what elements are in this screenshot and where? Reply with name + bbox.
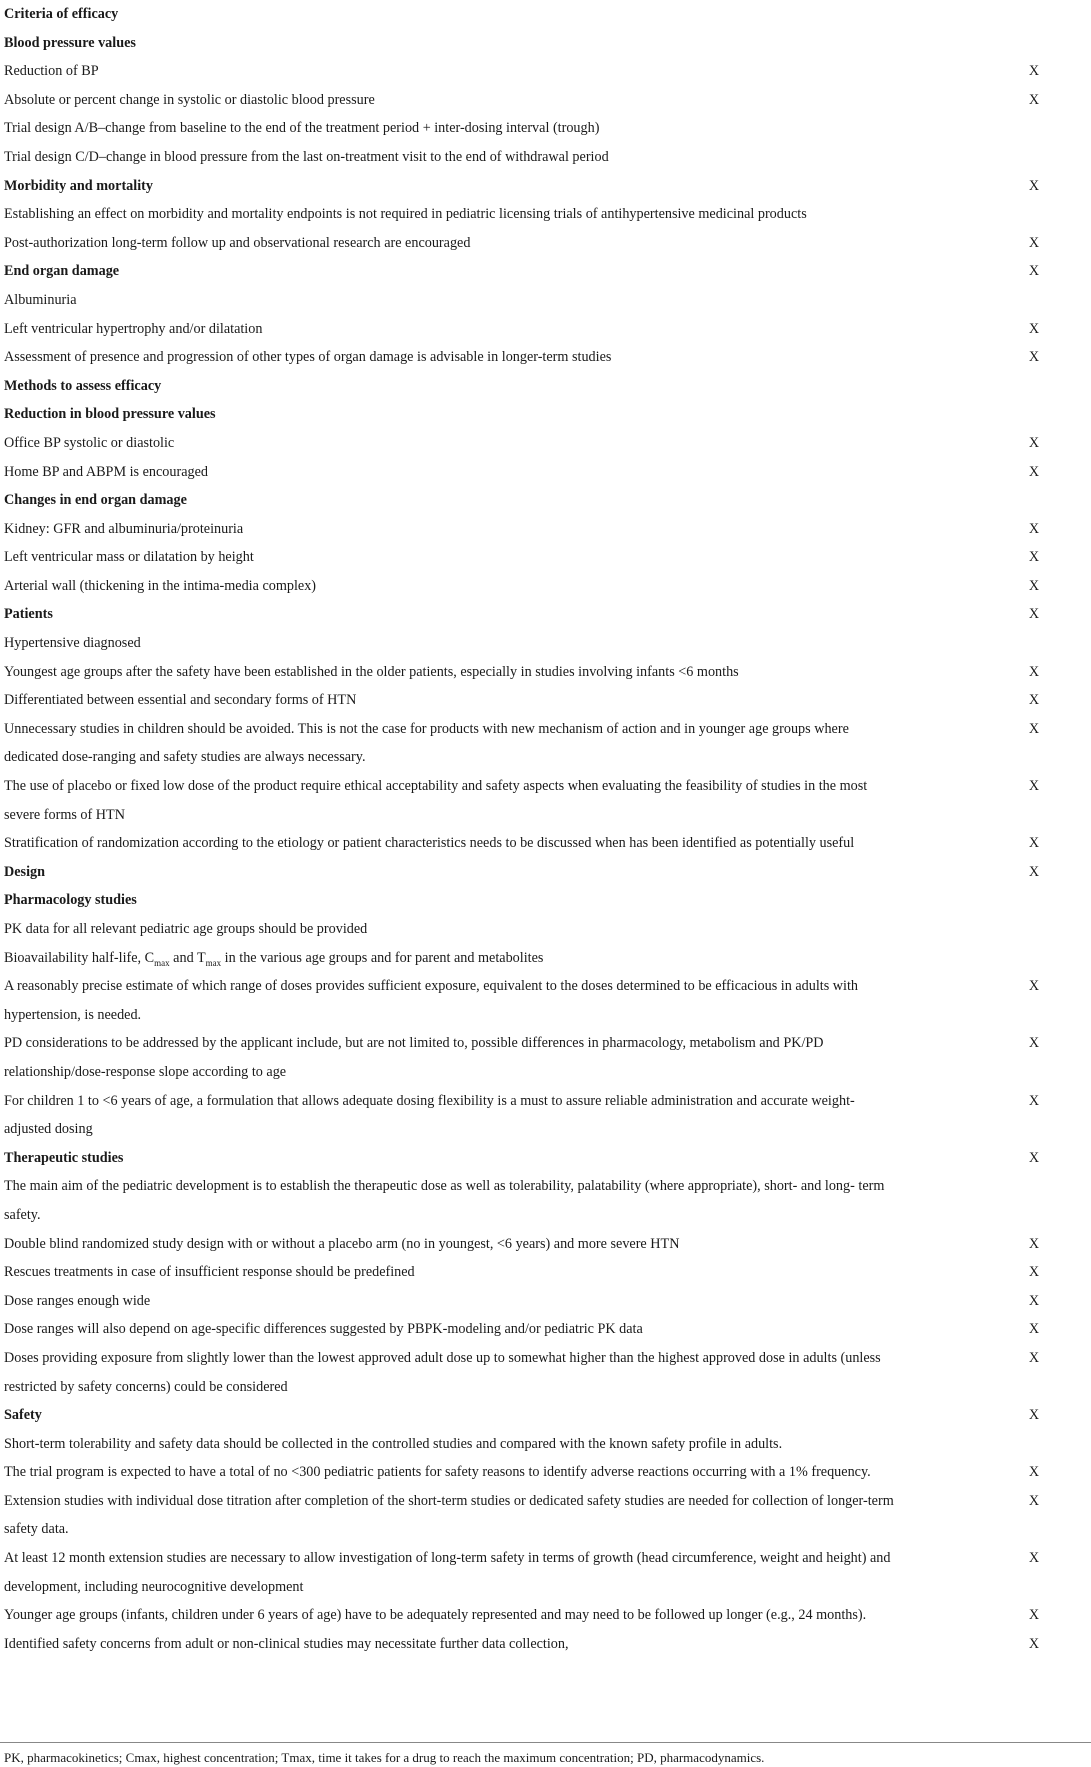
check-mark: X [1028,434,1040,451]
section-heading: Patients [4,606,53,623]
section-heading-row [0,372,1091,401]
criteria-row [0,1258,1091,1287]
criteria-text: Arterial wall (thickening in the intima-media complex) [4,577,317,594]
criteria-text: Reduction of BP [4,63,99,80]
criteria-text: Identified safety concerns from adult or non-clinical studies may necessitate further data collection, [4,1635,569,1652]
section-heading-row [0,400,1091,429]
criteria-row [0,1430,1091,1459]
cmax-prefix: Bioavailability half-life, C [4,949,155,966]
section-heading: End organ damage [4,263,120,280]
criteria-text: Stratification of randomization according to the etiology or patient characteristics needs to be discussed when has been identified as potentially useful [4,835,855,852]
check-mark: X [1028,1292,1040,1309]
check-mark: X [1028,1635,1040,1652]
check-mark: X [1028,177,1040,194]
check-mark: X [1028,1149,1040,1166]
check-mark: X [1028,234,1040,251]
criteria-text: Rescues treatments in case of insufficient response should be predefined [4,1264,415,1281]
criteria-text: Kidney: GFR and albuminuria/proteinuria [4,520,244,537]
section-heading-row [0,0,1091,29]
section-heading: Morbidity and mortality [4,177,153,194]
criteria-text: A reasonably precise estimate of which range of doses provides sufficient exposure, equivalent to the doses determined to be efficacious in adults with hypertension, is needed. [4,978,859,1023]
criteria-text: At least 12 month extension studies are necessary to allow investigation of long-term safety in terms of growth (head circumference, weight and height) and development, including neurocognitive development [4,1550,891,1595]
criteria-row [0,1544,1091,1601]
criteria-text: Post-authorization long-term follow up and observational research are encouraged [4,234,471,251]
criteria-text: The use of placebo or fixed low dose of the product require ethical acceptability and safety aspects when evaluating the feasibility of studies in the most severe forms of HTN [4,778,868,823]
criteria-text: Establishing an effect on morbidity and mortality endpoints is not required in pediatric licensing trials of antihypertensive medicinal products [4,206,807,223]
check-mark: X [1028,978,1040,995]
criteria-text: Office BP systolic or diastolic [4,434,175,451]
section-heading-row [0,1401,1091,1430]
section-heading-row [0,858,1091,887]
criteria-row [0,1287,1091,1316]
check-mark: X [1028,663,1040,680]
section-heading-row [0,257,1091,286]
criteria-text: Dose ranges enough wide [4,1292,151,1309]
criteria-text: Youngest age groups after the safety have been established in the older patients, especially in studies involving infants <6 months [4,663,739,680]
criteria-row [0,686,1091,715]
criteria-text: The main aim of the pediatric development is to establish the therapeutic dose as well as tolerability, palatability (where appropriate), short- and long- term safety. [4,1178,885,1223]
criteria-text: Double blind randomized study design with or without a placebo arm (no in youngest, <6 years) and more severe HTN [4,1235,680,1252]
criteria-text: Trial design C/D–change in blood pressure from the last on-treatment visit to the end of withdrawal period [4,148,609,165]
criteria-row [0,1172,1091,1229]
section-heading: Methods to assess efficacy [4,377,162,394]
check-mark: X [1028,1607,1040,1624]
check-mark: X [1028,835,1040,852]
criteria-row [0,429,1091,458]
criteria-row [0,629,1091,658]
criteria-text: Hypertensive diagnosed [4,635,141,652]
tmax-prefix: and T [169,949,206,966]
criteria-row [0,343,1091,372]
criteria-row [0,143,1091,172]
criteria-row [0,1344,1091,1401]
section-heading-row [0,486,1091,515]
criteria-row [0,658,1091,687]
criteria-text: Left ventricular mass or dilatation by height [4,549,254,566]
check-mark: X [1028,1492,1040,1509]
check-mark: X [1028,1407,1040,1424]
check-mark: X [1028,692,1040,709]
check-mark: X [1028,549,1040,566]
criteria-row [0,1458,1091,1487]
criteria-row [0,286,1091,315]
criteria-text: For children 1 to <6 years of age, a formulation that allows adequate dosing flexibility is a must to assure reliable administration and accurate weight- adjusted dosing [4,1092,855,1138]
criteria-row [0,57,1091,86]
check-mark: X [1028,863,1040,880]
check-mark: X [1028,1349,1040,1366]
cmax-suffix: in the various age groups and for parent and metabolites [221,949,544,966]
criteria-row [0,829,1091,858]
criteria-text: Younger age groups (infants, children under 6 years of age) have to be adequately represented and may need to be followed up longer (e.g., 24 months). [4,1607,867,1624]
check-mark: X [1028,1092,1040,1109]
check-mark: X [1028,1264,1040,1281]
criteria-row [0,915,1091,944]
criteria-text: Home BP and ABPM is encouraged [4,463,208,480]
criteria-text: Absolute or percent change in systolic or diastolic blood pressure [4,91,375,108]
criteria-text: PK data for all relevant pediatric age groups should be provided [4,921,368,937]
tmax-subscript: max [205,957,222,968]
section-heading: Pharmacology studies [4,892,137,909]
check-mark: X [1028,1235,1040,1252]
criteria-row [0,1087,1091,1144]
section-heading-row [0,1144,1091,1173]
criteria-row [0,1029,1091,1086]
check-mark: X [1028,520,1040,537]
criteria-text: Differentiated between essential and secondary forms of HTN [4,692,357,709]
criteria-row [0,772,1091,829]
footer-divider [0,1742,1091,1743]
check-mark: X [1028,577,1040,594]
check-mark: X [1028,1464,1040,1481]
check-mark: X [1028,463,1040,480]
criteria-row [0,515,1091,544]
table-footnote: PK, pharmacokinetics; Cmax, highest concentration; Tmax, time it takes for a drug to reach the maximum concentration; PD, pharmacodynamics. [4,1750,765,1765]
section-heading: Therapeutic studies [4,1149,124,1166]
check-mark: X [1028,1550,1040,1567]
section-heading-row [0,172,1091,201]
check-mark: X [1028,778,1040,795]
check-mark: X [1028,91,1040,108]
check-mark: X [1028,349,1040,366]
criteria-text: Assessment of presence and progression of other types of organ damage is advisable in longer-term studies [4,349,612,366]
criteria-row [0,1601,1091,1630]
criteria-row [0,1487,1091,1544]
criteria-text: Doses providing exposure from slightly lower than the lowest approved adult dose up to somewhat higher than the highest approved dose in adults (unless restricted by safety concerns) could be considered [4,1349,881,1395]
section-heading-row [0,886,1091,915]
criteria-row [0,572,1091,601]
criteria-text [4,944,904,973]
criteria-row [0,86,1091,115]
check-mark: X [1028,263,1040,280]
criteria-row [0,1630,1091,1659]
check-mark: X [1028,720,1040,737]
criteria-text: Left ventricular hypertrophy and/or dilatation [4,320,263,337]
check-mark: X [1028,63,1040,80]
criteria-row [0,458,1091,487]
check-mark: X [1028,606,1040,623]
section-heading: Changes in end organ damage [4,492,187,509]
criteria-row [0,229,1091,258]
section-heading: Design [4,863,45,880]
section-heading-row [0,29,1091,58]
criteria-text: Short-term tolerability and safety data should be collected in the controlled studies and compared with the known safety profile in adults. [4,1435,783,1452]
section-heading: Blood pressure values [4,34,136,51]
criteria-row [0,944,1091,973]
criteria-row [0,972,1091,1029]
criteria-text: Extension studies with individual dose titration after completion of the short-term studies or dedicated safety studies are needed for collection of longer-term safety data. [4,1492,894,1538]
criteria-row [0,1315,1091,1344]
check-mark: X [1028,320,1040,337]
check-mark: X [1028,1035,1040,1052]
section-heading-row [0,600,1091,629]
criteria-text: Unnecessary studies in children should be avoided. This is not the case for products with new mechanism of action and in younger age groups where dedicated dose-ranging and safety studies are always necessary. [4,720,849,766]
section-heading: Safety [4,1407,42,1424]
criteria-row [0,1230,1091,1259]
check-mark: X [1028,1321,1040,1338]
criteria-row [0,715,1091,772]
criteria-text: The trial program is expected to have a total of no <300 pediatric patients for safety reasons to identify adverse reactions occurring with a 1% frequency. [4,1464,871,1481]
criteria-text: Trial design A/B–change from baseline to the end of the treatment period + inter-dosing interval (trough) [4,120,600,137]
criteria-text: Albuminuria [4,291,77,308]
criteria-row [0,543,1091,572]
cmax-subscript: max [154,957,170,968]
criteria-row [0,200,1091,229]
criteria-text: Dose ranges will also depend on age-specific differences suggested by PBPK-modeling and/or pediatric PK data [4,1321,643,1338]
criteria-text: PD considerations to be addressed by the applicant include, but are not limited to, possible differences in pharmacology, metabolism and PK/PD relationship/dose-response slope according to age [4,1035,824,1080]
criteria-row [0,114,1091,143]
section-heading: Reduction in blood pressure values [4,406,216,423]
criteria-row [0,315,1091,344]
section-heading: Criteria of efficacy [4,6,119,22]
